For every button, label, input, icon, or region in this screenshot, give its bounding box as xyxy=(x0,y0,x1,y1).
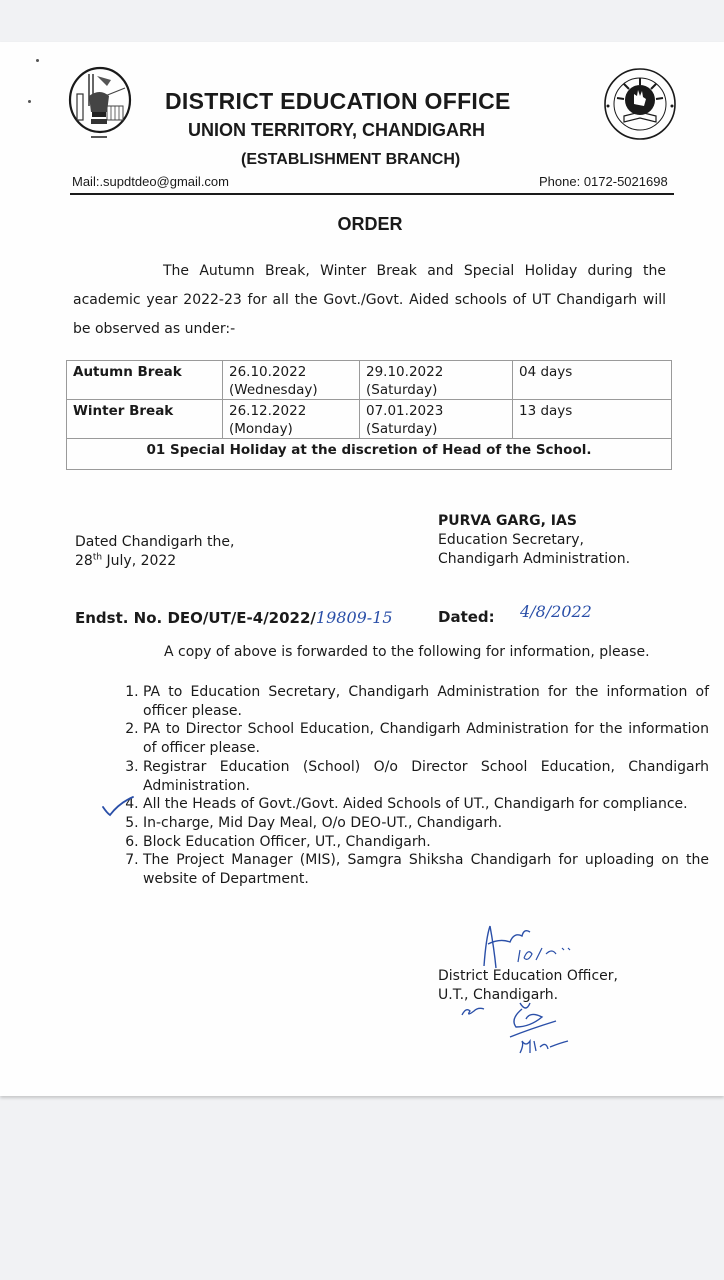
break-name: Autumn Break xyxy=(67,361,223,400)
handwritten-endorsement-date: 4/8/2022 xyxy=(520,602,592,621)
chandigarh-emblem-logo xyxy=(67,66,133,140)
endorsement-dated-label: Dated: xyxy=(438,608,495,626)
contact-email: Mail:.supdtdeo@gmail.com xyxy=(72,174,229,189)
office-subtitle: UNION TERRITORY, CHANDIGARH xyxy=(188,120,486,140)
handwritten-initials-and-date xyxy=(460,997,580,1057)
start-date-cell xyxy=(223,361,360,400)
order-intro-paragraph: The Autumn Break, Winter Break and Special Holiday during the academic year 2022-23 for all the Govt./Govt. Aided schools of UT Chandigarh will be observed as under:- xyxy=(73,263,666,337)
end-date: 07.01.2023 xyxy=(366,403,444,419)
dated-month-year: July, 2022 xyxy=(102,553,177,569)
table-row xyxy=(67,400,672,439)
endorsement-label: Endst. No. DEO/UT/E-4/2022/ xyxy=(75,609,316,627)
dated-day-suffix: th xyxy=(92,552,103,563)
end-day: (Saturday) xyxy=(366,421,438,437)
table-row xyxy=(67,439,672,470)
scan-speck xyxy=(28,100,31,103)
dated-line: Dated Chandigarh the, xyxy=(75,534,235,550)
duration: 13 days xyxy=(513,400,672,439)
footer-office: U.T., Chandigarh. xyxy=(438,987,559,1003)
dated-date xyxy=(75,552,234,571)
break-name: Winter Break xyxy=(67,400,223,439)
start-date: 26.10.2022 xyxy=(229,364,307,380)
document-page xyxy=(0,42,724,1096)
contact-phone: Phone: 0172-5021698 xyxy=(539,174,668,189)
list-item: 2. PA to Director School Education, Chandigarh Administration for the information of officer please. xyxy=(143,720,709,757)
list-item: 5. In-charge, Mid Day Meal, O/o DEO-UT., Chandigarh. xyxy=(143,814,709,833)
start-date: 26.12.2022 xyxy=(229,403,307,419)
handwritten-signature-initials xyxy=(470,918,610,972)
start-day: (Monday) xyxy=(229,421,293,437)
end-date-cell xyxy=(360,361,513,400)
special-holiday-note: 01 Special Holiday at the discretion of Head of the School. xyxy=(67,439,672,470)
footer-designation: District Education Officer, xyxy=(438,968,618,984)
end-day: (Saturday) xyxy=(366,382,438,398)
handwritten-endorsement-number: 19809-15 xyxy=(315,608,393,627)
list-item: 7. The Project Manager (MIS), Samgra Shiksha Chandigarh for uploading on the website of Department. xyxy=(143,851,709,888)
end-date-cell xyxy=(360,400,513,439)
list-item: 6. Block Education Officer, UT., Chandigarh. xyxy=(143,833,709,852)
signatory-name: PURVA GARG, IAS xyxy=(438,513,577,529)
dated-day: 28 xyxy=(75,553,93,569)
start-date-cell xyxy=(223,400,360,439)
list-item: 4. All the Heads of Govt./Govt. Aided Schools of UT., Chandigarh for compliance. xyxy=(143,795,709,814)
copy-forwarded-paragraph xyxy=(75,643,666,662)
recipient-list xyxy=(100,683,709,889)
copy-forwarded-text: A copy of above is forwarded to the following for information, please. xyxy=(164,644,650,660)
order-heading: ORDER xyxy=(337,214,403,234)
endorsement-number xyxy=(75,608,393,627)
duration: 04 days xyxy=(513,361,672,400)
list-item: 3. Registrar Education (School) O/o Director School Education, Chandigarh Administration. xyxy=(143,758,709,795)
signatory-designation: Education Secretary, xyxy=(438,532,584,548)
end-date: 29.10.2022 xyxy=(366,364,444,380)
office-title: DISTRICT EDUCATION OFFICE xyxy=(165,88,511,114)
education-department-seal-logo xyxy=(602,66,678,142)
signatory-block xyxy=(438,512,630,569)
scan-speck xyxy=(36,59,39,62)
holiday-schedule-table xyxy=(66,360,672,470)
list-item: 1. PA to Education Secretary, Chandigarh Administration for the information of officer please. xyxy=(143,683,709,720)
signatory-office: Chandigarh Administration. xyxy=(438,551,631,567)
header-divider xyxy=(70,193,674,195)
start-day: (Wednesday) xyxy=(229,382,318,398)
branch-name: (ESTABLISHMENT BRANCH) xyxy=(241,151,461,168)
table-row xyxy=(67,361,672,400)
handwritten-check-mark-icon xyxy=(101,795,135,817)
dated-block xyxy=(75,533,234,571)
